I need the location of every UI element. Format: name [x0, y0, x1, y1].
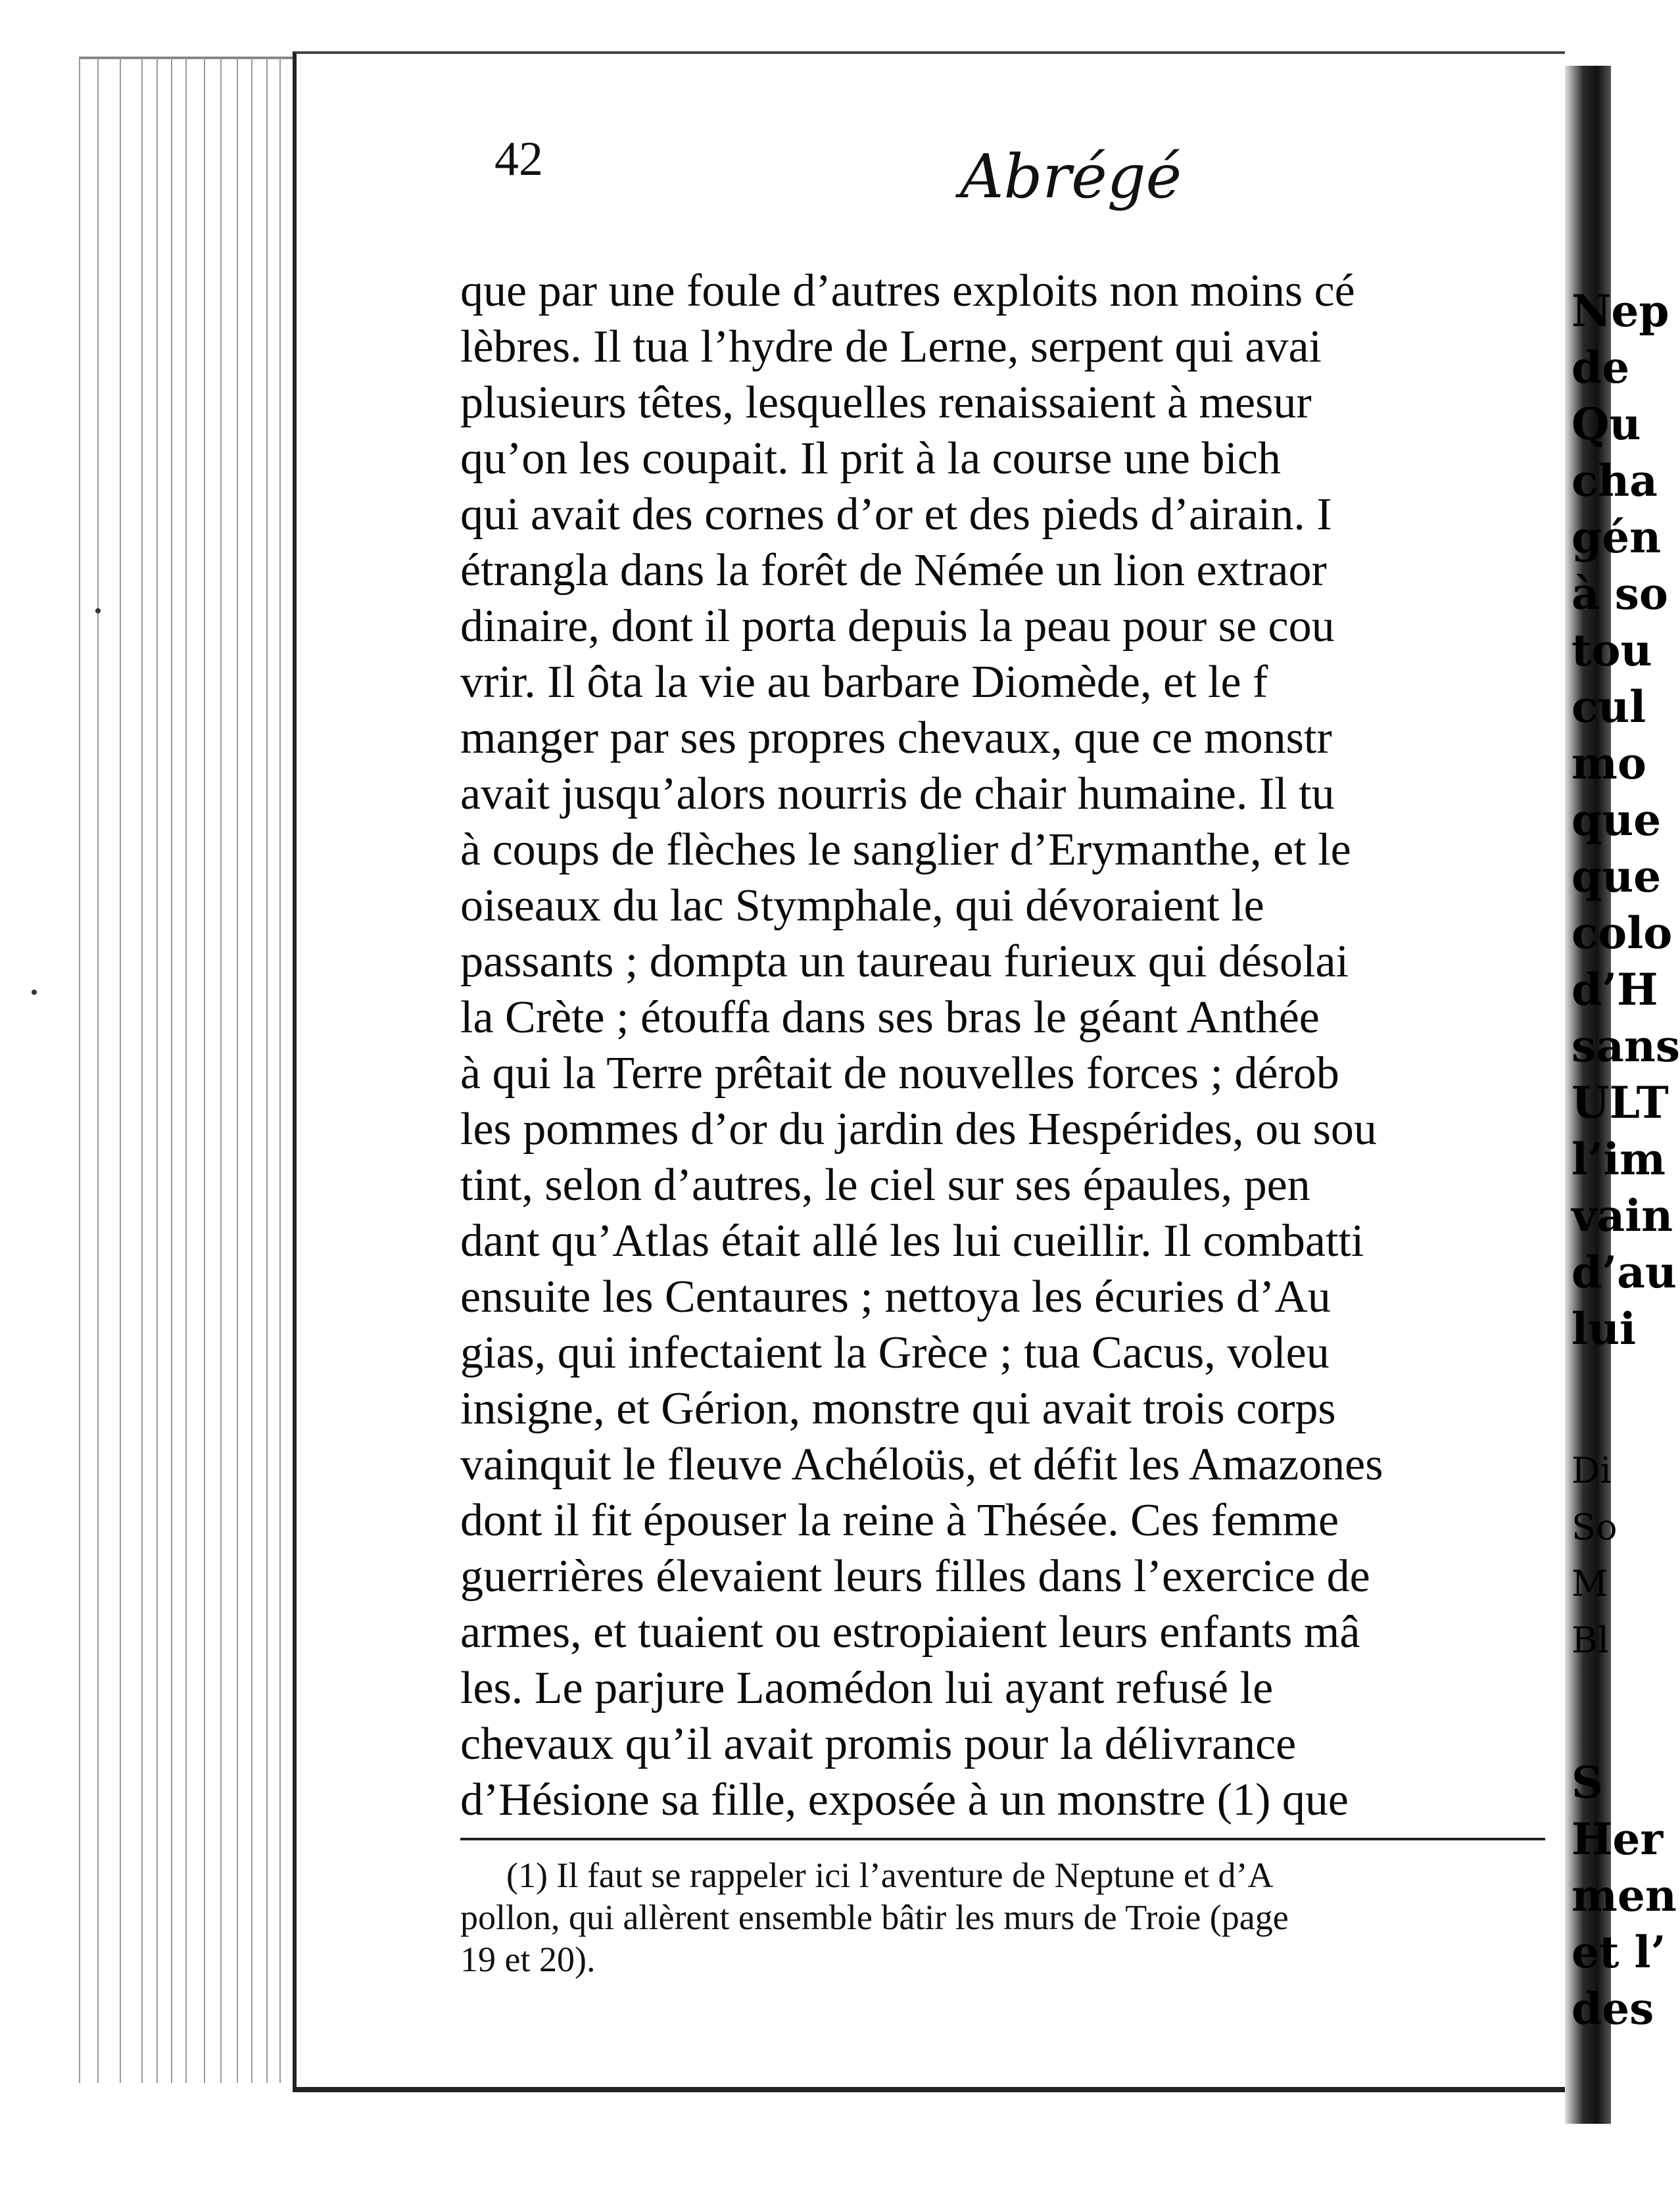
facing-page-fragment: gén — [1572, 512, 1662, 563]
footnote — [460, 1854, 1545, 1980]
body-line: armes, et tuaient ou estropiaient leurs enfants mâ — [460, 1607, 1360, 1658]
body-line: la Crète ; étouffa dans ses bras le géant Anthée — [460, 992, 1320, 1043]
page-number: 42 — [494, 132, 543, 186]
facing-page-fragment: mo — [1572, 738, 1646, 789]
body-line: dont il fit épouser la reine à Thésée. Ces femme — [460, 1495, 1339, 1546]
facing-page-fragment: à so — [1572, 568, 1668, 619]
facing-page-fragment: tou — [1572, 625, 1652, 676]
body-line: qui avait des cornes d’or et des pieds d’airain. I — [460, 489, 1332, 540]
facing-page-bleed — [1565, 283, 1680, 2034]
facing-page-fragment: Her — [1572, 1813, 1664, 1865]
body-line: gias, qui infectaient la Grèce ; tua Cacus, voleu — [460, 1328, 1330, 1378]
body-line: les pommes d’or du jardin des Hespérides, ou sou — [460, 1104, 1377, 1155]
body-line: qu’on les coupait. Il prit à la course une bich — [460, 433, 1281, 484]
footnote-line: pollon, qui allèrent ensemble bâtir les murs de Troie (page — [460, 1898, 1289, 1937]
facing-page-fragment: ULT — [1572, 1077, 1669, 1128]
body-line: chevaux qu’il avait promis pour la délivrance — [460, 1719, 1297, 1769]
facing-page-fragment: vain — [1572, 1190, 1673, 1241]
body-line: à coups de flèches le sanglier d’Erymanthe, et le — [460, 825, 1351, 875]
facing-page-fragment: d’H — [1572, 964, 1658, 1015]
page-stack-edges — [79, 58, 296, 2083]
body-line: passants ; dompta un taureau furieux qui désolai — [460, 936, 1349, 987]
facing-page-fragment: l’im — [1572, 1134, 1666, 1185]
facing-page-fragment: des — [1572, 1983, 1654, 2034]
body-line: manger par ses propres chevaux, que ce monstr — [460, 713, 1332, 763]
facing-page-fragment: cul — [1572, 681, 1646, 732]
facing-page-fragment: lui — [1572, 1303, 1637, 1354]
footnote-rule — [460, 1838, 1545, 1840]
facing-page-fragment: Nep — [1572, 285, 1669, 337]
body-text — [460, 263, 1572, 1828]
facing-page-fragment: que — [1572, 851, 1662, 902]
edge-mark — [32, 990, 37, 995]
facing-page-fragment: de — [1572, 342, 1630, 393]
body-line: lèbres. Il tua l’hydre de Lerne, serpent qui avai — [460, 322, 1322, 372]
facing-page-fragment: S — [1572, 1757, 1603, 1808]
facing-page-fragment: Qu — [1572, 398, 1641, 450]
body-line: vainquit le fleuve Achéloüs, et défit les Amazones — [460, 1439, 1383, 1490]
facing-page-fragment: que — [1572, 794, 1662, 846]
body-line: dinaire, dont il porta depuis la peau pour se cou — [460, 601, 1335, 652]
facing-page-fragment — [1565, 1669, 1650, 1754]
body-line: guerrières élevaient leurs filles dans l’exercice de — [460, 1551, 1370, 1602]
body-line: tint, selon d’autres, le ciel sur ses épaules, pen — [460, 1160, 1310, 1210]
facing-page-fragment: Bl — [1572, 1619, 1609, 1661]
facing-page-fragment — [1565, 1357, 1650, 1443]
facing-page-fragment: Di — [1572, 1450, 1612, 1491]
footnote-line: 19 et 20). — [460, 1940, 596, 1979]
body-line: à qui la Terre prêtait de nouvelles forces ; dérob — [460, 1048, 1339, 1099]
facing-page-fragment: et l’ — [1572, 1927, 1666, 1978]
body-line: vrir. Il ôta la vie au barbare Diomède, et le f — [460, 657, 1268, 707]
body-line: étrangla dans la forêt de Némée un lion extraor — [460, 545, 1327, 596]
body-line: avait jusqu’alors nourris de chair humaine. Il tu — [460, 769, 1335, 819]
body-line: insigne, et Gérion, monstre qui avait trois corps — [460, 1383, 1336, 1434]
body-line: plusieurs têtes, lesquelles renaissaient à mesur — [460, 377, 1312, 428]
facing-page-fragment: So — [1572, 1506, 1618, 1548]
body-line: d’Hésione sa fille, exposée à un monstre (1) que — [460, 1775, 1349, 1825]
facing-page-fragment: cha — [1572, 455, 1658, 506]
facing-page-fragment: sans — [1572, 1020, 1680, 1072]
body-line: que par une foule d’autres exploits non moins cé — [460, 266, 1355, 316]
body-line: oiseaux du lac Stymphale, qui dévoraient le — [460, 880, 1264, 931]
facing-page-fragment: d’au — [1572, 1247, 1677, 1298]
running-head: Abrégé — [960, 141, 1182, 212]
facing-page-fragment: colo — [1572, 907, 1673, 959]
body-line: dant qu’Atlas était allé les lui cueillir. Il combatti — [460, 1216, 1364, 1266]
body-line: les. Le parjure Laomédon lui ayant refusé le — [460, 1663, 1274, 1713]
body-line: ensuite les Centaures ; nettoya les écuries d’Au — [460, 1272, 1331, 1322]
edge-mark — [95, 608, 101, 613]
facing-page-fragment: M — [1572, 1563, 1608, 1604]
footnote-line: (1) Il faut se rappeler ici l’aventure de Neptune et d’A — [506, 1856, 1274, 1895]
facing-page-fragment: men — [1572, 1870, 1677, 1921]
